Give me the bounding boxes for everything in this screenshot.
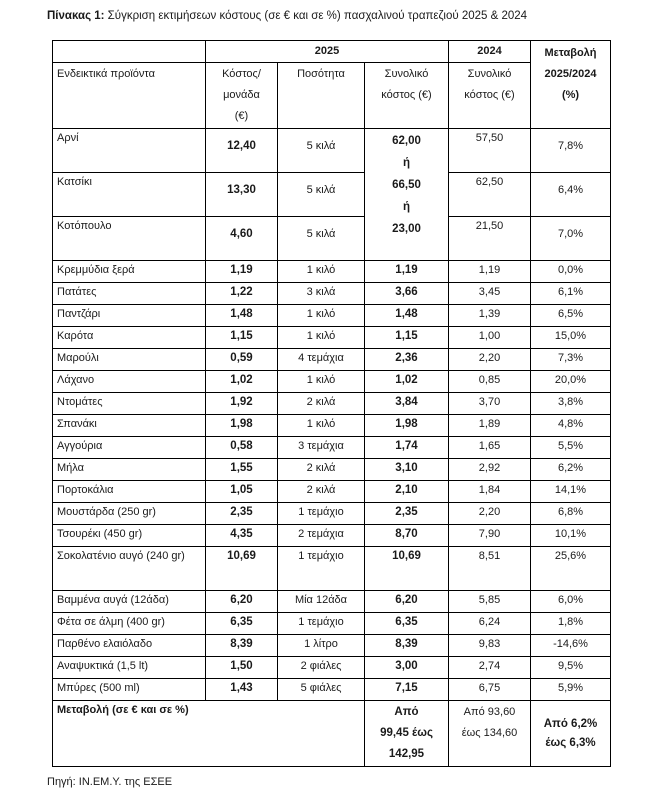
change-percent: 0,0% <box>531 261 611 283</box>
quantity: 2 κιλά <box>278 393 365 415</box>
footer-change: Από 6,2% έως 6,3% <box>531 701 611 767</box>
table-row <box>53 657 611 679</box>
table-row <box>53 591 611 613</box>
product-name: Παρθένο ελαιόλαδο <box>53 635 206 657</box>
unit-cost: 1,19 <box>206 261 278 283</box>
change-percent: 7,0% <box>531 217 611 261</box>
table-row <box>53 437 611 459</box>
table-row <box>53 415 611 437</box>
header-row-columns <box>53 63 611 129</box>
table-row <box>53 503 611 525</box>
table-row <box>53 371 611 393</box>
total-2024: 2,74 <box>449 657 531 679</box>
product-name: Ντομάτες <box>53 393 206 415</box>
change-percent: 1,8% <box>531 613 611 635</box>
quantity: 1 κιλό <box>278 261 365 283</box>
quantity: 1 κιλό <box>278 327 365 349</box>
change-percent: 6,1% <box>531 283 611 305</box>
quantity: 3 τεμάχια <box>278 437 365 459</box>
total-2025: 1,48 <box>365 305 449 327</box>
header-2024: 2024 <box>449 41 531 63</box>
change-percent: 6,2% <box>531 459 611 481</box>
total-2024: 6,24 <box>449 613 531 635</box>
total-2024: 1,00 <box>449 327 531 349</box>
quantity: 1 λίτρο <box>278 635 365 657</box>
quantity: 2 κιλά <box>278 459 365 481</box>
product-name: Σοκολατένιο αυγό (240 gr) <box>53 547 206 591</box>
footer-label: Μεταβολή (σε € και σε %) <box>53 701 365 767</box>
quantity: 1 τεμάχιο <box>278 503 365 525</box>
quantity: 2 φιάλες <box>278 657 365 679</box>
unit-cost: 2,35 <box>206 503 278 525</box>
quantity: 1 κιλό <box>278 415 365 437</box>
unit-cost: 1,50 <box>206 657 278 679</box>
product-name: Φέτα σε άλμη (400 gr) <box>53 613 206 635</box>
product-name: Μαρούλι <box>53 349 206 371</box>
table-row <box>53 459 611 481</box>
total-2024: 5,85 <box>449 591 531 613</box>
unit-cost: 1,05 <box>206 481 278 503</box>
total-2024: 57,50 <box>449 129 531 173</box>
table-row <box>53 217 611 261</box>
total-2024: 8,51 <box>449 547 531 591</box>
table-caption <box>47 10 527 22</box>
footer-total-2025: Από 99,45 έως 142,95 <box>365 701 449 767</box>
unit-cost: 0,59 <box>206 349 278 371</box>
product-name: Αρνί <box>53 129 206 173</box>
header-row-years <box>53 41 611 63</box>
quantity: 3 κιλά <box>278 283 365 305</box>
total-2025: 3,10 <box>365 459 449 481</box>
unit-cost: 8,39 <box>206 635 278 657</box>
unit-cost: 4,60 <box>206 217 278 261</box>
total-2024: 7,90 <box>449 525 531 547</box>
total-2024: 1,84 <box>449 481 531 503</box>
header-total-2024: Συνολικό κόστος (€) <box>449 63 531 129</box>
header-quantity: Ποσότητα <box>278 63 365 129</box>
change-percent: 5,5% <box>531 437 611 459</box>
unit-cost: 1,22 <box>206 283 278 305</box>
total-2025: 1,19 <box>365 261 449 283</box>
change-percent: 4,8% <box>531 415 611 437</box>
quantity: 1 τεμάχιο <box>278 547 365 591</box>
total-2025: 1,02 <box>365 371 449 393</box>
table-row <box>53 349 611 371</box>
change-percent: 7,3% <box>531 349 611 371</box>
header-2025: 2025 <box>206 41 449 63</box>
quantity: 5 κιλά <box>278 173 365 217</box>
total-2025: 2,36 <box>365 349 449 371</box>
quantity: 1 κιλό <box>278 305 365 327</box>
total-2024: 3,70 <box>449 393 531 415</box>
unit-cost: 4,35 <box>206 525 278 547</box>
unit-cost: 12,40 <box>206 129 278 173</box>
header-products: Ενδεικτικά προϊόντα <box>53 63 206 129</box>
source-note: Πηγή: ΙΝ.ΕΜ.Υ. της ΕΣΕΕ <box>47 776 173 788</box>
table-row <box>53 481 611 503</box>
change-percent: 6,0% <box>531 591 611 613</box>
total-2025: 1,15 <box>365 327 449 349</box>
change-percent: 6,8% <box>531 503 611 525</box>
product-name: Καρότα <box>53 327 206 349</box>
product-name: Κρεμμύδια ξερά <box>53 261 206 283</box>
product-name: Μουστάρδα (250 gr) <box>53 503 206 525</box>
product-name: Πατάτες <box>53 283 206 305</box>
change-percent: 6,4% <box>531 173 611 217</box>
product-name: Τσουρέκι (450 gr) <box>53 525 206 547</box>
total-2024: 1,89 <box>449 415 531 437</box>
total-2025: 3,84 <box>365 393 449 415</box>
table-row <box>53 635 611 657</box>
quantity: 1 τεμάχιο <box>278 613 365 635</box>
change-percent: 20,0% <box>531 371 611 393</box>
change-percent: 15,0% <box>531 327 611 349</box>
footer-row <box>53 701 611 767</box>
unit-cost: 1,43 <box>206 679 278 701</box>
total-2025: 1,74 <box>365 437 449 459</box>
unit-cost: 0,58 <box>206 437 278 459</box>
quantity: 1 κιλό <box>278 371 365 393</box>
total-2025: 6,35 <box>365 613 449 635</box>
header-total-2025: Συνολικό κόστος (€) <box>365 63 449 129</box>
product-name: Μήλα <box>53 459 206 481</box>
product-name: Κοτόπουλο <box>53 217 206 261</box>
unit-cost: 1,55 <box>206 459 278 481</box>
unit-cost: 10,69 <box>206 547 278 591</box>
header-unit-cost: Κόστος/ μονάδα (€) <box>206 63 278 129</box>
product-name: Παντζάρι <box>53 305 206 327</box>
meat-total-2025: 62,00 ή 66,50 ή 23,00 <box>365 129 449 261</box>
total-2024: 62,50 <box>449 173 531 217</box>
total-2024: 0,85 <box>449 371 531 393</box>
total-2024: 2,92 <box>449 459 531 481</box>
product-name: Πορτοκάλια <box>53 481 206 503</box>
change-percent: 9,5% <box>531 657 611 679</box>
change-percent: 5,9% <box>531 679 611 701</box>
total-2024: 2,20 <box>449 349 531 371</box>
table-row <box>53 129 611 173</box>
product-name: Μπύρες (500 ml) <box>53 679 206 701</box>
total-2025: 8,39 <box>365 635 449 657</box>
caption-text: Σύγκριση εκτιμήσεων κόστους (σε € και σε %) πασχαλινού τραπεζιού 2025 & 2024 <box>107 10 528 22</box>
unit-cost: 13,30 <box>206 173 278 217</box>
product-name: Αναψυκτικά (1,5 lt) <box>53 657 206 679</box>
table-row <box>53 173 611 217</box>
total-2024: 1,65 <box>449 437 531 459</box>
table-row <box>53 305 611 327</box>
unit-cost: 6,35 <box>206 613 278 635</box>
total-2025: 8,70 <box>365 525 449 547</box>
change-percent: 25,6% <box>531 547 611 591</box>
table-row <box>53 679 611 701</box>
unit-cost: 1,92 <box>206 393 278 415</box>
table-row <box>53 525 611 547</box>
quantity: 5 κιλά <box>278 217 365 261</box>
unit-cost: 1,98 <box>206 415 278 437</box>
total-2025: 1,98 <box>365 415 449 437</box>
total-2024: 21,50 <box>449 217 531 261</box>
quantity: 2 τεμάχια <box>278 525 365 547</box>
total-2024: 2,20 <box>449 503 531 525</box>
caption-label: Πίνακας 1: <box>47 10 105 22</box>
table-row <box>53 613 611 635</box>
total-2025: 2,35 <box>365 503 449 525</box>
product-name: Αγγούρια <box>53 437 206 459</box>
table-row <box>53 283 611 305</box>
total-2024: 1,39 <box>449 305 531 327</box>
total-2025: 2,10 <box>365 481 449 503</box>
total-2025: 10,69 <box>365 547 449 591</box>
quantity: Μία 12άδα <box>278 591 365 613</box>
unit-cost: 6,20 <box>206 591 278 613</box>
total-2024: 9,83 <box>449 635 531 657</box>
table-row <box>53 327 611 349</box>
quantity: 2 κιλά <box>278 481 365 503</box>
total-2024: 3,45 <box>449 283 531 305</box>
product-name: Λάχανο <box>53 371 206 393</box>
table-row <box>53 393 611 415</box>
table-row <box>53 547 611 591</box>
total-2025: 6,20 <box>365 591 449 613</box>
total-2025: 7,15 <box>365 679 449 701</box>
change-percent: -14,6% <box>531 635 611 657</box>
unit-cost: 1,48 <box>206 305 278 327</box>
cost-table <box>52 40 611 767</box>
product-name: Κατσίκι <box>53 173 206 217</box>
quantity: 5 φιάλες <box>278 679 365 701</box>
change-percent: 6,5% <box>531 305 611 327</box>
footer-total-2024: Από 93,60 έως 134,60 <box>449 701 531 767</box>
quantity: 4 τεμάχια <box>278 349 365 371</box>
change-percent: 7,8% <box>531 129 611 173</box>
quantity: 5 κιλά <box>278 129 365 173</box>
change-percent: 10,1% <box>531 525 611 547</box>
header-change: Μεταβολή 2025/2024 (%) <box>531 41 611 129</box>
change-percent: 14,1% <box>531 481 611 503</box>
total-2024: 1,19 <box>449 261 531 283</box>
table-row <box>53 261 611 283</box>
total-2025: 3,66 <box>365 283 449 305</box>
product-name: Βαμμένα αυγά (12άδα) <box>53 591 206 613</box>
unit-cost: 1,02 <box>206 371 278 393</box>
product-name: Σπανάκι <box>53 415 206 437</box>
total-2025: 3,00 <box>365 657 449 679</box>
unit-cost: 1,15 <box>206 327 278 349</box>
change-percent: 3,8% <box>531 393 611 415</box>
total-2024: 6,75 <box>449 679 531 701</box>
